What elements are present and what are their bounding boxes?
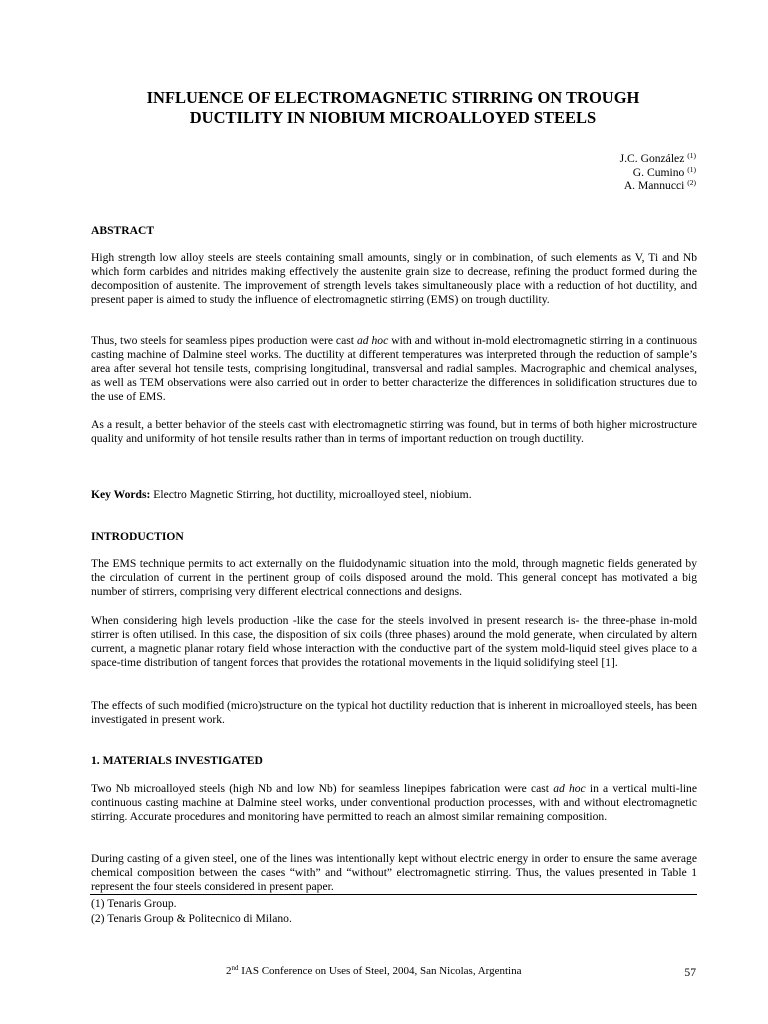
affiliation-mark: (1): [687, 151, 696, 160]
title-line-2: DUCTILITY IN NIOBIUM MICROALLOYED STEELS: [189, 108, 597, 127]
author: A. Mannucci $^{(2)}$: [623, 178, 696, 193]
author-list: [620, 152, 696, 193]
introduction-paragraph-1: The EMS technique permits to act externally on the fluidodynamic situation into the mold, through magnetic fields generated by the circulation of current in the pertinent group of coils disposed around the mold. This general concept has motivated a big number of stirrers, comprising very different electrical connections and designs.: [91, 557, 697, 598]
materials-paragraph-1: Two Nb microalloyed steels (high Nb and low Nb) for seamless linepipes fabrication were cast ad hoc in a vertical multi-line continuous casting machine at Dalmine steel works, under conventional production processes, with and without electromagnetic stirring. Accurate procedures and monitoring have permitted to reach an almost similar remaining composition.: [91, 782, 697, 823]
keywords-label: Key Words:: [91, 488, 151, 501]
footnotes: [91, 896, 292, 926]
affiliation-mark: (2): [687, 178, 696, 188]
materials-paragraph-2: During casting of a given steel, one of the lines was intentionally kept without electric energy in order to ensure the same average chemical composition between the cases “with” and “without” electromagnetic stirring. Thus, the values presented in Table 1 represent the four steels considered in present paper.: [91, 852, 697, 893]
introduction-heading: INTRODUCTION: [91, 530, 184, 543]
abstract-paragraph-3: As a result, a better behavior of the steels cast with electromagnetic stirring was found, but in terms of both higher microstructure quality and uniformity of hot tensile results rather than in terms of important reduction on trough ductility.: [91, 418, 697, 445]
materials-heading: 1. MATERIALS INVESTIGATED: [91, 754, 263, 767]
keywords-text: Electro Magnetic Stirring, hot ductility, microalloyed steel, niobium.: [150, 488, 472, 501]
footnote: (1) Tenaris Group.: [91, 897, 177, 910]
abstract-paragraph-2: Thus, two steels for seamless pipes production were cast ad hoc with and without in-mold electromagnetic stirring in a continuous casting machine of Dalmine steel works. The ductility at different temperatures was interpreted through the reduction of sample’s area after several hot tensile tests, comprising longitudinal, transversal and radial samples. Macrographic and chemical analyses, as well as TEM observations were also carried out in order to better characterize the differences in solidification structures due to the use of EMS.: [91, 334, 698, 403]
title-line-1: INFLUENCE OF ELECTROMAGNETIC STIRRING ON TROUGH: [146, 88, 640, 107]
introduction-paragraph-3: The effects of such modified (micro)structure on the typical hot ductility reduction that is inherent in microalloyed steels, has been investigated in present work.: [91, 699, 697, 726]
paper-title: [90, 88, 696, 128]
page-number: 57: [684, 966, 696, 979]
abstract-paragraph-1: High strength low alloy steels are steels containing small amounts, singly or in combination, of such elements as V, Ti and Nb which form carbides and nitrides making effectively the austenite grain size to decrease, refining the product formed during the decomposition of austenite. The improvement of strength levels takes simultaneously place with a reduction of hot ductility, and present paper is aimed to study the influence of electromagnetic stirring (EMS) on trough ductility.: [91, 251, 697, 306]
introduction-paragraph-2: When considering high levels production -like the case for the steels involved in present research is- the three-phase in-mold stirrer is often utilised. In this case, the disposition of six coils (three phases) around the mold generate, when circulated by altern current, a magnetic planar rotary field whose interaction with the conductive part of the system mold-liquid steel gives place to a space-time distribution of tangent forces that provides the rotational movements in the liquid solidifying steel [1].: [91, 614, 697, 669]
author: J.C. González $^{(1)}$: [619, 151, 696, 165]
conference-footer: 2nd IAS Conference on Uses of Steel, 2004, San Nicolas, Argentina: [226, 964, 522, 977]
keywords: [91, 488, 697, 502]
footnote: (2) Tenaris Group & Politecnico di Milano.: [91, 912, 292, 925]
abstract-heading: ABSTRACT: [91, 224, 155, 237]
author: G. Cumino $^{(1)}$: [632, 164, 696, 179]
footnote-divider: [90, 894, 697, 895]
affiliation-mark: (1): [687, 164, 696, 174]
